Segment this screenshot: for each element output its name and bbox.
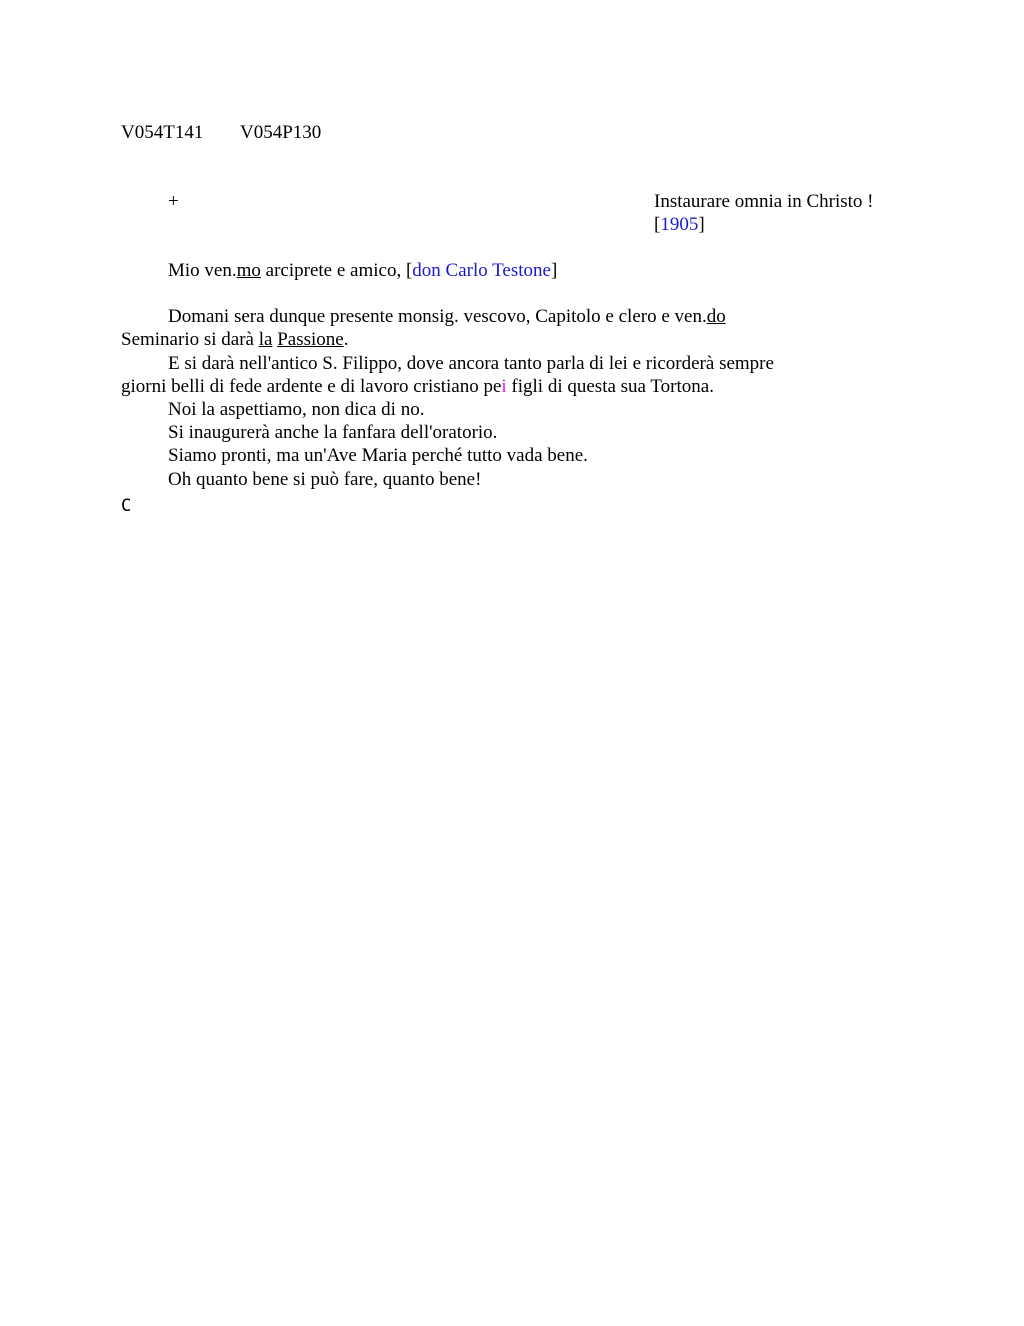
paragraph-2-line-2 [121, 375, 714, 398]
salutation [168, 259, 557, 282]
p1-line2-prefix: Seminario si darà [121, 329, 259, 350]
motto: Instaurare omnia in Christo ! [654, 191, 874, 212]
paragraph-6: Oh quanto bene si può fare, quanto bene! [168, 469, 482, 490]
p1-line1-abbreviation: do [706, 306, 726, 327]
signature-mark: C [121, 496, 132, 516]
p1-line2-underline-1: la [258, 329, 273, 350]
p1-line2-suffix: . [343, 329, 349, 350]
paragraph-2-line-1: E si darà nell'antico S. Filippo, dove ancora tanto parla di lei e ricorderà sempre [168, 353, 774, 374]
recipient-name: don Carlo Testone [412, 260, 551, 281]
letter-date [654, 213, 705, 236]
page-reference-id: V054P130 [240, 122, 322, 143]
text-reference-id: V054T141 [121, 122, 204, 143]
salutation-middle: arciprete e amico, [ [260, 260, 413, 281]
paragraph-3: Noi la aspettiamo, non dica di no. [168, 399, 425, 420]
salutation-abbreviation: mo [236, 260, 261, 281]
date-year: 1905 [660, 214, 699, 235]
salutation-close: ] [550, 260, 558, 281]
paragraph-1-line-1 [168, 305, 726, 328]
paragraph-5: Siamo pronti, ma un'Ave Maria perché tutto vada bene. [168, 445, 588, 466]
p2-line2-prefix: giorni belli di fede ardente e di lavoro cristiano pe [121, 376, 502, 397]
p2-line2-variant-letter: i [501, 376, 507, 397]
date-close-bracket: ] [698, 214, 705, 235]
date-open-bracket: [ [654, 214, 661, 235]
salutation-prefix: Mio ven. [168, 260, 237, 281]
paragraph-1-line-2 [121, 328, 348, 351]
cross-symbol: + [168, 191, 179, 212]
p1-line2-underline-2: Passione [277, 329, 344, 350]
paragraph-4: Si inaugurerà anche la fanfara dell'oratorio. [168, 422, 498, 443]
p2-line2-suffix: figli di questa sua Tortona. [506, 376, 714, 397]
p1-line1-text: Domani sera dunque presente monsig. vescovo, Capitolo e clero e ven. [168, 306, 707, 327]
